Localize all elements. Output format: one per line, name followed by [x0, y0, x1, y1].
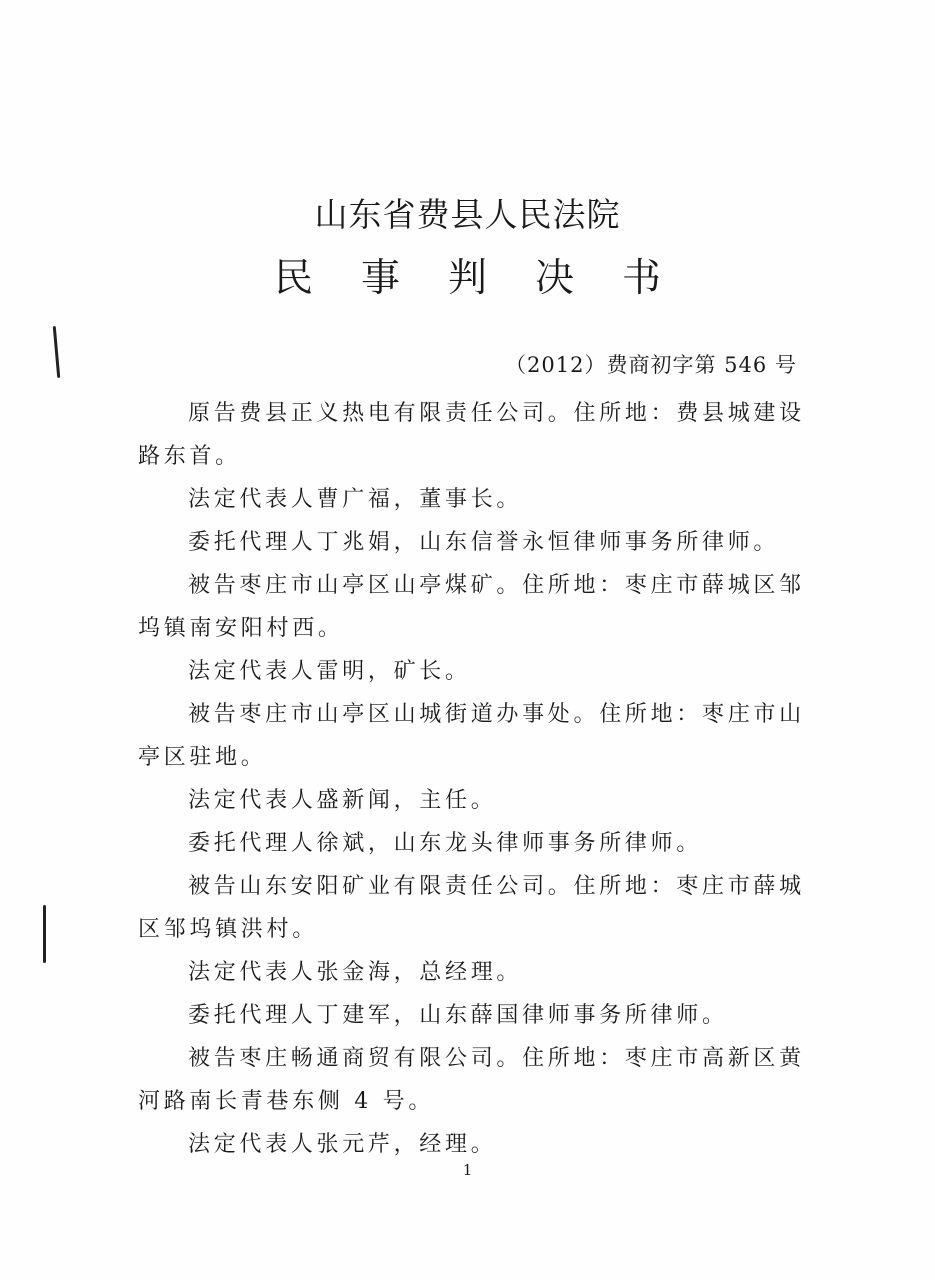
document-title: 民事判决书 — [273, 256, 709, 301]
paragraph-agent: 委托代理人丁兆娟，山东信誉永恒律师事务所律师。 — [188, 530, 780, 555]
paragraph-legal-representative: 法定代表人张元芹，经理。 — [188, 1132, 497, 1157]
binding-staple-mark — [43, 905, 46, 963]
paragraph-defendant: 被告枣庄市山亭区山亭煤矿。住所地：枣庄市薛城区邹坞镇南安阳村西。 — [138, 573, 805, 641]
paragraph-defendant: 被告山东安阳矿业有限责任公司。住所地：枣庄市薛城区邹坞镇洪村。 — [138, 874, 805, 942]
paragraph-legal-representative: 法定代表人盛新闻，主任。 — [188, 788, 497, 813]
case-number: （2012）费商初字第 546 号 — [505, 353, 797, 377]
paragraph-defendant: 被告枣庄市山亭区山城街道办事处。住所地：枣庄市山亭区驻地。 — [138, 702, 805, 770]
paragraph-agent: 委托代理人丁建军，山东薛国律师事务所律师。 — [188, 1003, 728, 1028]
judgment-body — [138, 392, 806, 1166]
paragraph-agent: 委托代理人徐斌，山东龙头律师事务所律师。 — [188, 831, 703, 856]
page-number: 1 — [462, 1161, 473, 1179]
paragraph-legal-representative: 法定代表人雷明，矿长。 — [188, 659, 471, 684]
paragraph-legal-representative: 法定代表人张金海，总经理。 — [188, 960, 523, 985]
binding-staple-mark — [53, 326, 61, 378]
paragraph-plaintiff: 原告费县正义热电有限责任公司。住所地：费县城建设路东首。 — [138, 401, 805, 469]
court-name: 山东省费县人民法院 — [314, 195, 621, 234]
paragraph-defendant: 被告枣庄畅通商贸有限公司。住所地：枣庄市高新区黄河路南长青巷东侧 4 号。 — [138, 1046, 805, 1114]
paragraph-legal-representative: 法定代表人曹广福，董事长。 — [188, 487, 523, 512]
